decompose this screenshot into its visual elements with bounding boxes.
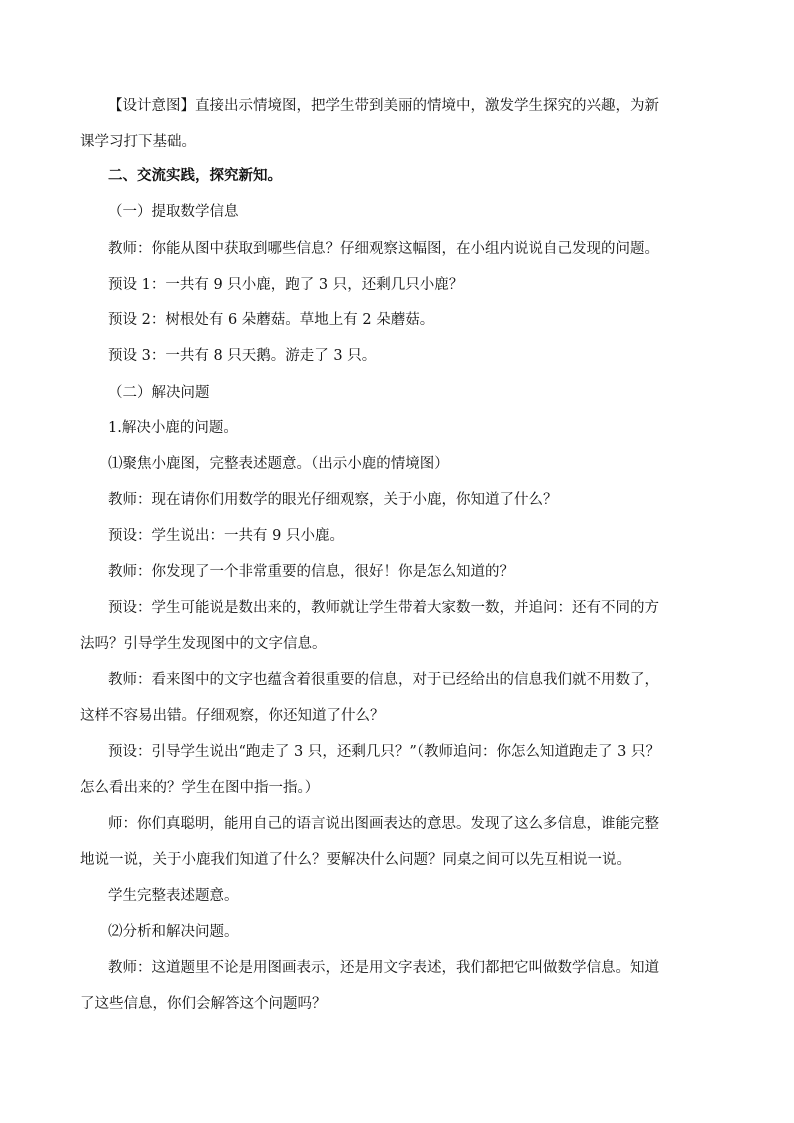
- text-line: 教师：你能从图中获取到哪些信息？仔细观察这幅图，在小组内说说自己发现的问题。: [108, 241, 659, 257]
- subsection-heading: [108, 375, 714, 411]
- text-line: 课学习打下基础。: [80, 134, 196, 150]
- paragraph: [108, 914, 714, 950]
- text-line: 1.解决小鹿的问题。: [108, 420, 238, 436]
- text-line: 预设：引导学生说出“跑走了 3 只，还剩几只？”（教师追问：你怎么知道跑走了 3 只？: [108, 744, 660, 760]
- paragraph: [80, 806, 714, 878]
- text-line: 这样不容易出错。仔细观察，你还知道了什么？: [80, 708, 385, 724]
- text-line: ⑴聚焦小鹿图，完整表述题意。（出示小鹿的情境图）: [108, 456, 449, 472]
- paragraph: [108, 482, 714, 518]
- paragraph: [108, 302, 714, 338]
- paragraph: [108, 554, 714, 590]
- text-line: 教师：现在请你们用数学的眼光仔细观察，关于小鹿，你知道了什么？: [108, 492, 558, 508]
- paragraph: [108, 231, 714, 267]
- text-line: 教师：你发现了一个非常重要的信息，很好！你是怎么知道的？: [108, 564, 514, 580]
- text-line: 预设：学生可能说是数出来的，教师就让学生带着大家数一数，并追问：还有不同的方: [108, 600, 659, 616]
- text-line: 预设 1：一共有 9 只小鹿，跑了 3 只，还剩几只小鹿？: [108, 277, 464, 293]
- text-line: 预设 3：一共有 8 只天鹅。游走了 3 只。: [108, 348, 377, 364]
- paragraph: [80, 662, 714, 734]
- paragraph: [108, 410, 714, 446]
- text-line: （二）解决问题: [108, 385, 210, 401]
- subsection-heading: [108, 194, 714, 230]
- paragraph-design-intent: [80, 88, 714, 160]
- text-line: 师：你们真聪明，能用自己的语言说出图画表达的意思。发现了这么多信息，谁能完整: [108, 816, 659, 832]
- paragraph: [108, 878, 714, 914]
- text-line: 【设计意图】直接出示情境图，把学生带到美丽的情境中，激发学生探究的兴趣，为新: [108, 98, 659, 114]
- paragraph: [80, 734, 714, 806]
- text-line: 预设 2：树根处有 6 朵蘑菇。草地上有 2 朵蘑菇。: [108, 312, 435, 328]
- text-line: 地说一说，关于小鹿我们知道了什么？要解决什么问题？同桌之间可以先互相说一说。: [80, 852, 631, 868]
- paragraph: [108, 338, 714, 374]
- text-line: 怎么看出来的？学生在图中指一指。）: [80, 780, 320, 796]
- paragraph: [80, 590, 714, 662]
- text-line: 了这些信息，你们会解答这个问题吗？: [80, 996, 327, 1012]
- paragraph: [108, 267, 714, 303]
- paragraph: [80, 950, 714, 1022]
- text-line: ⑵分析和解决问题。: [108, 924, 239, 940]
- paragraph: [108, 518, 714, 554]
- text-line: 预设：学生说出：一共有 9 只小鹿。: [108, 528, 344, 544]
- text-line: 二、交流实践，探究新知。: [108, 167, 282, 184]
- text-line: （一）提取数学信息: [108, 204, 239, 220]
- text-line: 教师：看来图中的文字也蕴含着很重要的信息，对于已经给出的信息我们就不用数了，: [108, 672, 659, 688]
- paragraph: [108, 446, 714, 482]
- section-heading: [108, 158, 714, 194]
- text-line: 学生完整表述题意。: [108, 888, 239, 904]
- text-line: 教师：这道题里不论是用图画表示，还是用文字表述，我们都把它叫做数学信息。知道: [108, 960, 659, 976]
- text-line: 法吗？引导学生发现图中的文字信息。: [80, 636, 327, 652]
